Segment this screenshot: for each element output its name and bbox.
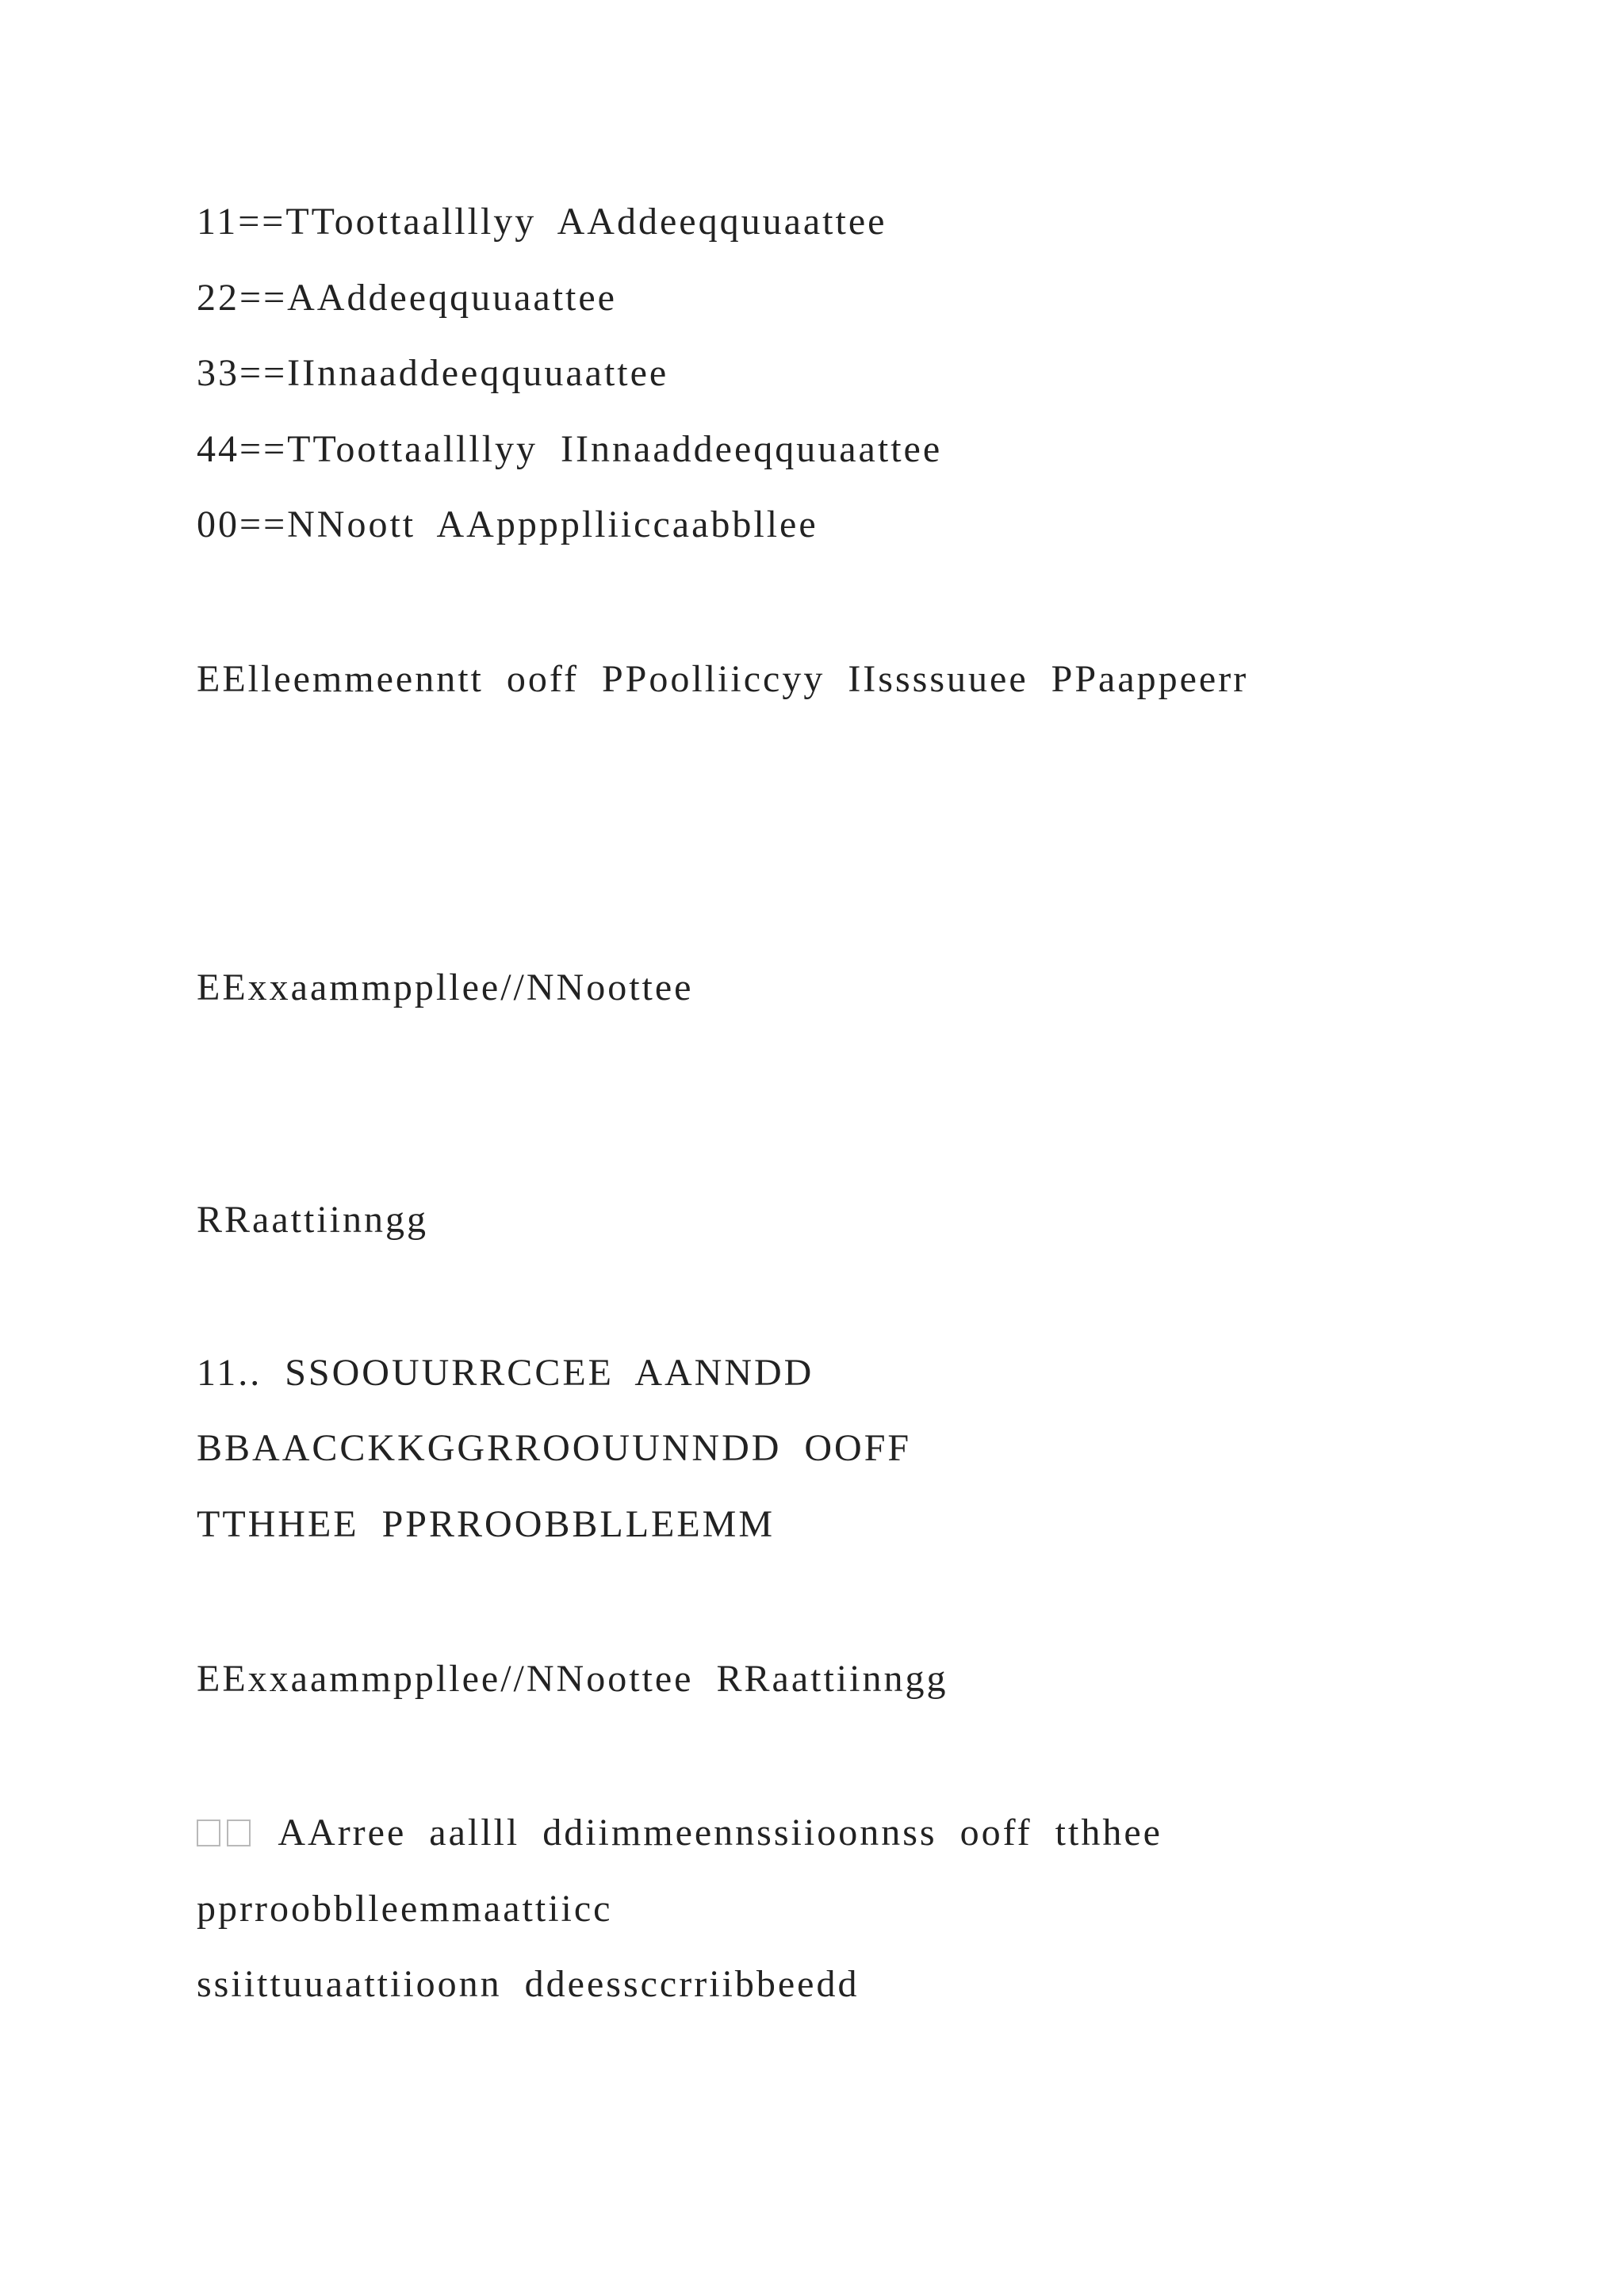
question-text: AArree aallll ddiimmeennssiioonnss ooff tthhee bbox=[278, 1812, 1162, 1854]
missing-glyph-box-icon bbox=[197, 1820, 220, 1846]
rating-scale-item-0: 00==NNoott AApppplliiccaabbllee bbox=[197, 503, 818, 545]
rating-scale-item-2: 22==AAddeeqquuaattee bbox=[197, 277, 617, 319]
rating-label: RRaattiinngg bbox=[197, 1199, 428, 1241]
question-line-2: pprroobblleemmaattiicc bbox=[197, 1888, 613, 1930]
question-line-3: ssiittuuaattiioonn ddeessccrriibbeedd bbox=[197, 1963, 860, 2005]
example-note-label: EExxaammppllee//NNoottee bbox=[197, 966, 694, 1008]
rating-scale-item-3: 33==IInnaaddeeqquuaattee bbox=[197, 352, 669, 394]
missing-glyph-box-icon bbox=[227, 1820, 251, 1846]
example-note-rating-header: EExxaammppllee//NNoottee RRaattiinngg bbox=[197, 1658, 948, 1700]
heading-line-1: 11.. SSOOUURRCCEE AANNDD bbox=[197, 1352, 814, 1394]
heading-line-3: TTHHEE PPRROOBBLLEEMM bbox=[197, 1503, 776, 1545]
rating-scale-item-1: 11==TToottaallllyy AAddeeqquuaattee bbox=[197, 201, 887, 243]
section-title: EElleemmeenntt ooff PPoolliiccyy IIssssuuee PPaappeerr bbox=[197, 658, 1249, 700]
heading-line-2: BBAACCKKGGRROOUUNNDD OOFF bbox=[197, 1427, 912, 1469]
rating-scale-item-4: 44==TToottaallllyy IInnaaddeeqquuaattee bbox=[197, 428, 943, 470]
question-line-1 bbox=[197, 1814, 1162, 1852]
